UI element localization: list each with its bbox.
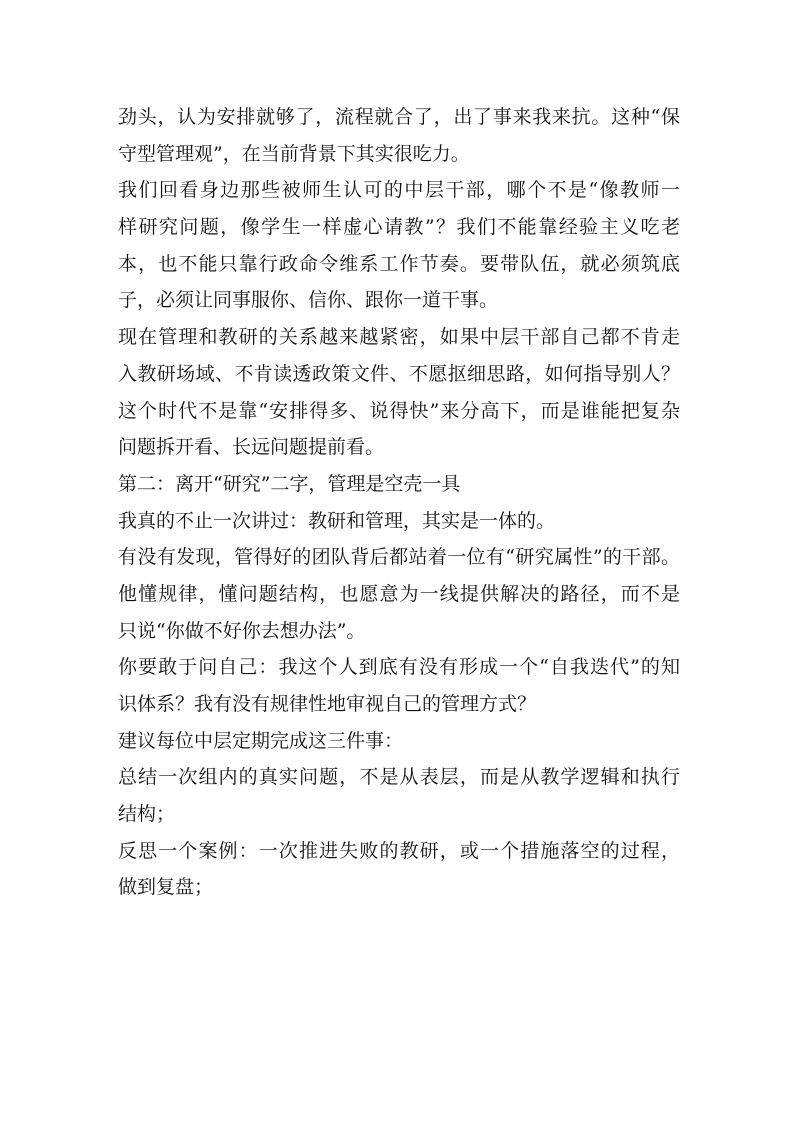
text-line: 现在管理和教研的关系越来越紧密，如果中层干部自己都不肯走: [118, 326, 680, 349]
text-line: 入教研场域、不肯读透政策文件、不愿抠细思路，如何指导别人？: [118, 362, 680, 385]
text-line: 总结一次组内的真实问题，不是从表层，而是从教学逻辑和执行: [118, 766, 680, 789]
text-line: 劲头，认为安排就够了，流程就合了，出了事来我来抗。这种“保: [118, 106, 680, 128]
document-body: [118, 99, 680, 906]
text-line: 只说“你做不好你去想办法”。: [118, 619, 366, 642]
text-line: 本，也不能只靠行政命令维系工作节奏。要带队伍，就必须筑底: [118, 252, 680, 275]
section-heading: 第二：离开“研究”二字，管理是空壳一具: [118, 472, 461, 495]
text-line: 建议每位中层定期完成这三件事：: [118, 729, 404, 752]
text-line: 这个时代不是靠“安排得多、说得快”来分高下，而是谁能把复杂: [118, 399, 680, 422]
text-line: 有没有发现，管得好的团队背后都站着一位有“研究属性”的干部。: [118, 546, 680, 569]
text-line: 样研究问题，像学生一样虚心请教”？我们不能靠经验主义吃老: [118, 216, 680, 239]
text-line: 他懂规律，懂问题结构，也愿意为一线提供解决的路径，而不是: [118, 582, 680, 605]
text-line: 识体系？我有没有规律性地审视自己的管理方式？: [118, 693, 537, 715]
text-line: 我们回看身边那些被师生认可的中层干部，哪个不是“像教师一: [118, 179, 680, 202]
text-line: 反思一个案例：一次推进失败的教研，或一个措施落空的过程，: [118, 839, 680, 862]
text-line: 守型管理观”，在当前背景下其实很吃力。: [118, 142, 470, 165]
text-line: 做到复盘；: [118, 876, 214, 899]
text-line: 我真的不止一次讲过：教研和管理，其实是一体的。: [118, 509, 556, 532]
text-line: 问题拆开看、长远问题提前看。: [118, 436, 385, 459]
text-line: 你要敢于问自己：我这个人到底有没有形成一个“自我迭代”的知: [118, 656, 680, 679]
text-line: 子，必须让同事服你、信你、跟你一道干事。: [118, 289, 499, 312]
text-line: 结构；: [118, 803, 176, 826]
